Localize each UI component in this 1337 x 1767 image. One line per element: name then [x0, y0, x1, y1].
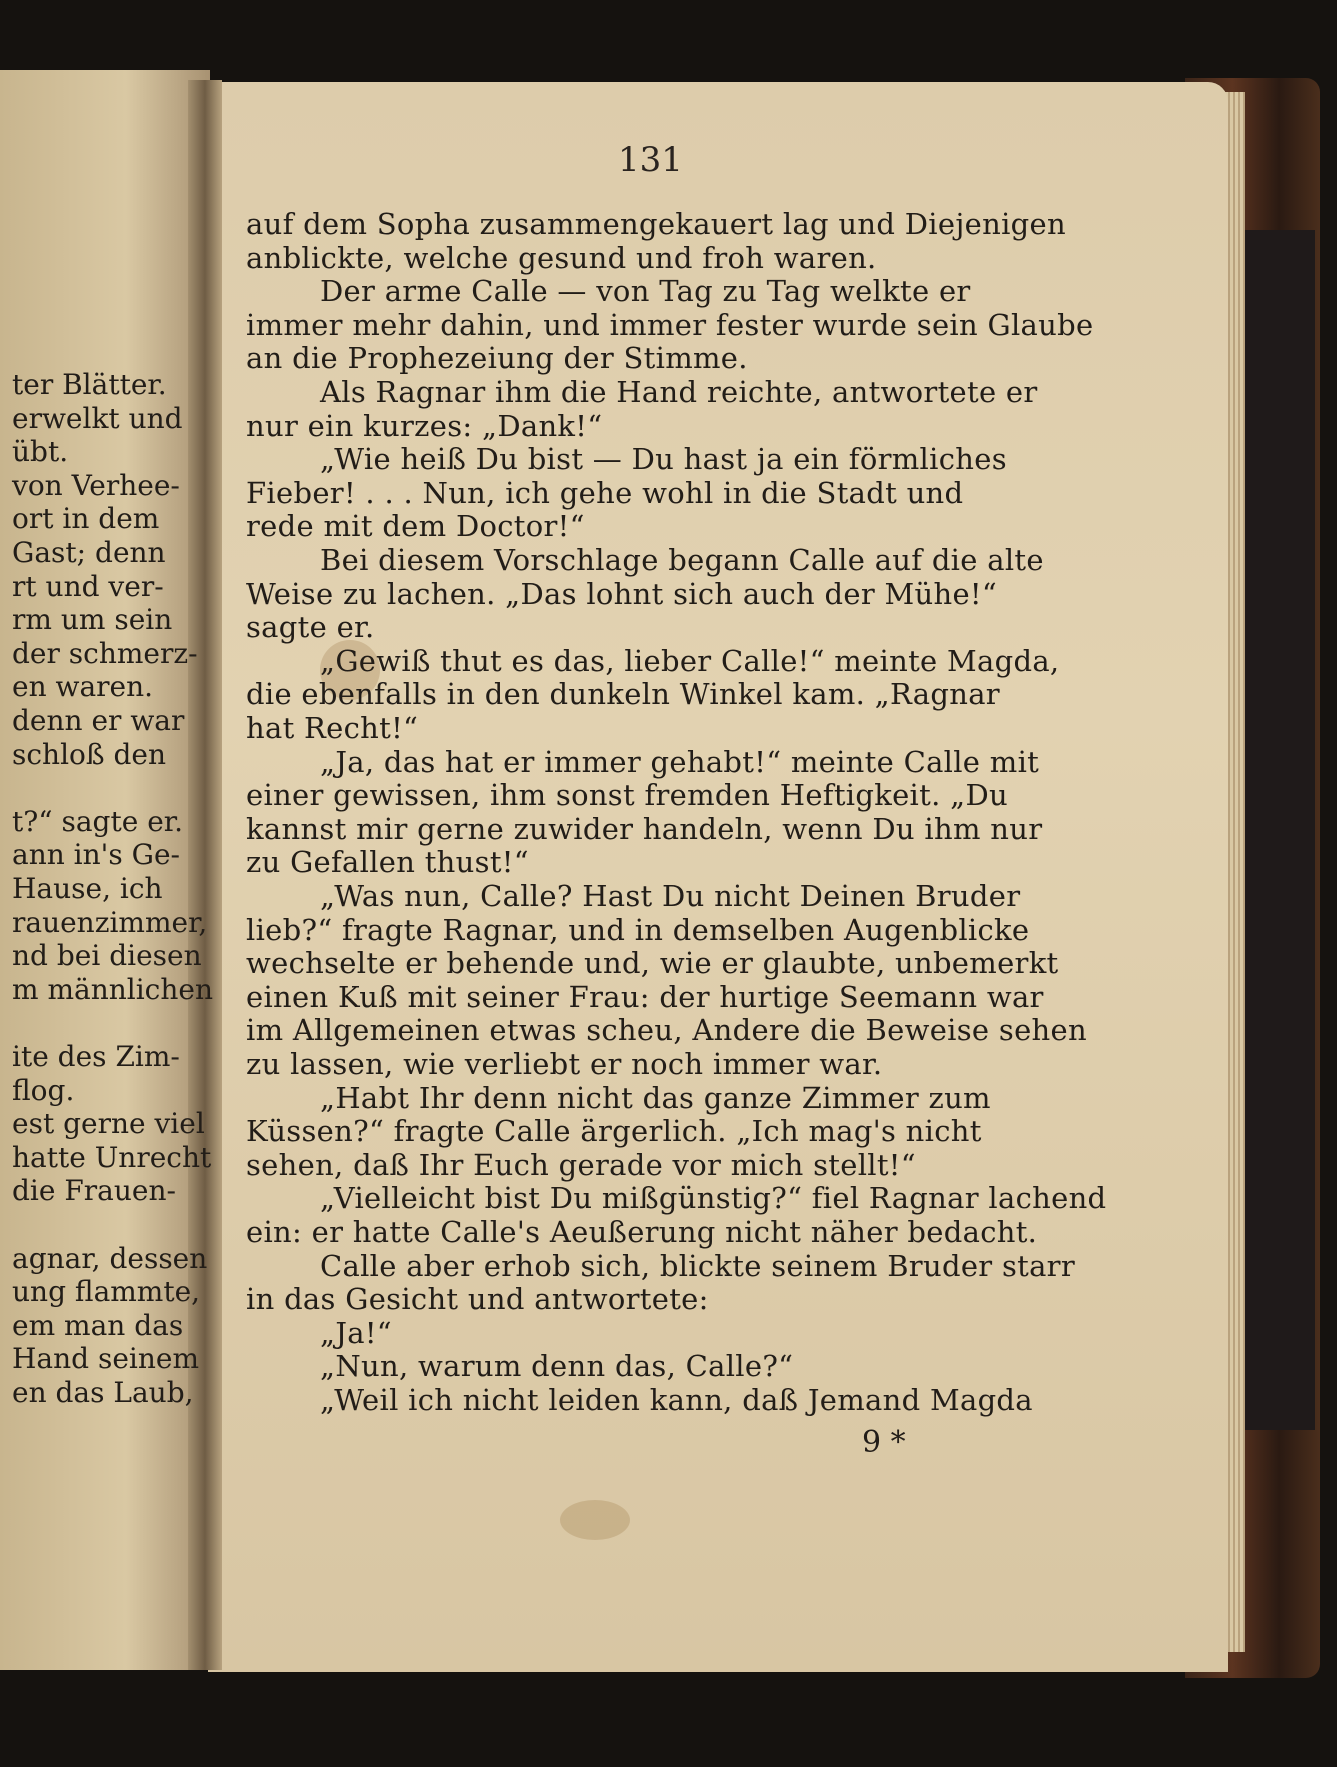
text-line: Als Ragnar ihm die Hand reichte, antwortete er: [320, 375, 1038, 409]
text-line: Der arme Calle — von Tag zu Tag welkte er: [320, 274, 971, 309]
text-line: zu lassen, wie verliebt er noch immer war.: [246, 1047, 883, 1081]
signature-mark: 9 *: [862, 1425, 906, 1460]
left-text-line: rt und ver-: [12, 569, 164, 603]
book-gutter: [188, 80, 222, 1670]
left-text-line: hatte Unrecht: [12, 1140, 212, 1174]
left-text-line: ite des Zim-: [12, 1040, 180, 1073]
text-line: „Habt Ihr denn nicht das ganze Zimmer zum: [320, 1080, 991, 1115]
left-text-line: t?“ sagte er.: [12, 804, 183, 838]
left-text-line: Gast; denn: [12, 536, 166, 569]
left-text-line: ann in's Ge-: [12, 838, 181, 872]
left-text-line: ung flammte,: [12, 1275, 201, 1309]
text-line: sehen, daß Ihr Euch gerade vor mich stellt!“: [246, 1147, 916, 1182]
left-text-line: erwelkt und: [12, 401, 183, 435]
left-text-line: flog.: [12, 1073, 75, 1107]
text-line: nur ein kurzes: „Dank!“: [246, 408, 603, 443]
left-text-line: est gerne viel: [12, 1107, 205, 1141]
left-text-line: rauenzimmer,: [12, 905, 208, 939]
text-line: anblickte, welche gesund und froh waren.: [246, 240, 877, 275]
text-line: „Weil ich nicht leiden kann, daß Jemand Magda: [320, 1383, 1033, 1417]
left-text-line: en waren.: [12, 670, 154, 704]
text-line: „Nun, warum denn das, Calle?“: [320, 1349, 794, 1384]
left-text-line: ter Blätter.: [12, 368, 167, 401]
text-line: „Ja, das hat er immer gehabt!“ meinte Calle mit: [320, 744, 1040, 779]
text-line: kannst mir gerne zuwider handeln, wenn Du ihm nur: [246, 811, 1043, 846]
text-line: lieb?“ fragte Ragnar, und in demselben Augenblicke: [246, 912, 1030, 947]
text-line: im Allgemeinen etwas scheu, Andere die Beweise sehen: [246, 1013, 1087, 1048]
text-line: sagte er.: [246, 610, 375, 645]
text-line: „Was nun, Calle? Hast Du nicht Deinen Bruder: [320, 879, 1021, 913]
text-line: auf dem Sopha zusammengekauert lag und Diejenigen: [246, 207, 1066, 241]
left-text-line: en das Laub,: [12, 1376, 194, 1409]
text-line: Calle aber erhob sich, blickte seinem Bruder starr: [320, 1248, 1076, 1283]
left-text-line: rm um sein: [12, 603, 173, 637]
text-line: „Gewiß thut es das, lieber Calle!“ meinte Magda,: [320, 643, 1060, 678]
text-line: „Wie heiß Du bist — Du hast ja ein förmliches: [320, 442, 1007, 477]
left-text-line: schloß den: [12, 737, 167, 771]
text-line: zu Gefallen thust!“: [246, 845, 529, 880]
left-text-line: agnar, dessen: [12, 1241, 208, 1275]
text-line: immer mehr dahin, und immer fester wurde sein Glaube: [246, 307, 1094, 342]
text-line: Bei diesem Vorschlage begann Calle auf die alte: [320, 543, 1044, 577]
text-line: ein: er hatte Calle's Aeußerung nicht näher bedacht.: [246, 1215, 1038, 1249]
text-line: Fieber! . . . Nun, ich gehe wohl in die Stadt und: [246, 475, 964, 510]
text-line: einer gewissen, ihm sonst fremden Heftigkeit. „Du: [246, 778, 1008, 813]
left-text-line: übt.: [12, 435, 69, 469]
left-text-line: Hause, ich: [12, 872, 163, 905]
page-stain: [560, 1500, 630, 1540]
left-text-line: denn er war: [12, 704, 185, 737]
left-text-line: der schmerz-: [12, 636, 198, 670]
text-line: in das Gesicht und antwortete:: [246, 1282, 709, 1317]
left-text-line: die Frauen-: [12, 1174, 176, 1208]
text-line: die ebenfalls in den dunkeln Winkel kam. „Ragnar: [246, 677, 1000, 712]
left-text-line: ort in dem: [12, 502, 160, 536]
left-text-line: m männlichen: [12, 972, 213, 1006]
text-line: „Ja!“: [320, 1315, 392, 1350]
page-number: 131: [618, 140, 683, 180]
cover-band: [1245, 230, 1315, 1430]
text-line: rede mit dem Doctor!“: [246, 509, 585, 544]
text-line: einen Kuß mit seiner Frau: der hurtige Seemann war: [246, 979, 1044, 1014]
text-line: wechselte er behende und, wie er glaubte, unbemerkt: [246, 946, 1059, 981]
left-text-line: Hand seinem: [12, 1342, 200, 1376]
left-text-line: nd bei diesen: [12, 939, 202, 973]
left-text-line: em man das: [12, 1308, 184, 1342]
text-line: Küssen?“ fragte Calle ärgerlich. „Ich mag's nicht: [246, 1114, 982, 1149]
text-line: an die Prophezeiung der Stimme.: [246, 341, 748, 376]
text-line: hat Recht!“: [246, 711, 419, 745]
left-text-line: von Verhee-: [12, 468, 180, 502]
text-line: Weise zu lachen. „Das lohnt sich auch der Mühe!“: [246, 576, 997, 611]
text-line: „Vielleicht bist Du mißgünstig?“ fiel Ragnar lachend: [320, 1181, 1107, 1216]
